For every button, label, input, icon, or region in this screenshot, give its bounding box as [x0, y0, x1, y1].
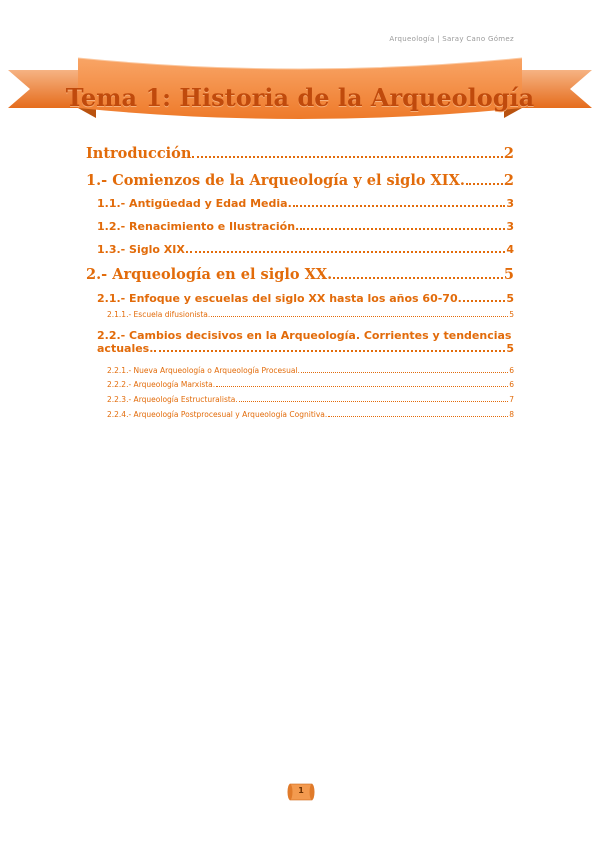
toc-page-number: 5	[503, 266, 514, 283]
toc-page-number: 5	[506, 292, 514, 305]
leader-dots	[154, 350, 505, 352]
toc-entry-section-2-2-4[interactable]	[107, 410, 514, 419]
toc-entry-section-2-2-1[interactable]	[107, 366, 514, 375]
toc-entry-text: 1.1.- Antigüedad y Edad Media.	[97, 197, 292, 210]
toc-page-number: 7	[509, 395, 514, 404]
leader-dots	[328, 416, 508, 417]
leader-dots	[466, 183, 503, 185]
leader-dots	[216, 386, 508, 387]
leader-dots	[190, 251, 505, 253]
toc-entry-introduccion[interactable]	[86, 145, 514, 162]
leader-dots	[301, 372, 508, 373]
toc-page-number: 3	[506, 197, 514, 210]
toc-page-number: 5	[509, 310, 514, 319]
toc-entry-text-line1: 2.2.- Cambios decisivos en la Arqueología. Corrientes y tendencias	[97, 329, 512, 342]
toc-page-number: 4	[506, 243, 514, 256]
toc-entry-section-1-3[interactable]	[97, 243, 514, 256]
toc-entry-text: 2.2.1.- Nueva Arqueología o Arqueología Procesual.	[107, 366, 300, 375]
toc-page-number: 2	[503, 172, 514, 189]
toc-entry-section-2-2-3[interactable]	[107, 395, 514, 404]
toc-page-number: 2	[503, 145, 514, 162]
toc-page-number: 6	[509, 380, 514, 389]
toc-entry-section-2-1-1[interactable]	[107, 310, 514, 319]
toc-entry-section-1[interactable]	[86, 172, 514, 189]
toc-entry-text: 2.1.- Enfoque y escuelas del siglo XX hasta los años 60-70.	[97, 292, 462, 305]
toc-entry-section-2-1[interactable]	[97, 292, 514, 305]
toc-page-number: 5	[506, 342, 514, 355]
toc-page-number: 8	[509, 410, 514, 419]
running-header: Arqueología | Saray Cano Gómez	[389, 35, 514, 43]
toc-page-number: 6	[509, 366, 514, 375]
toc-entry-section-1-2[interactable]	[97, 220, 514, 233]
leader-dots	[463, 300, 506, 302]
toc-entry-text: 2.- Arqueología en el siglo XX.	[86, 266, 333, 283]
leader-dots	[192, 156, 503, 158]
leader-dots	[333, 277, 503, 279]
leader-dots	[293, 205, 506, 207]
toc-entry-text: 2.2.4.- Arqueología Postprocesual y Arqueología Cognitiva.	[107, 410, 328, 419]
toc-entry-text: 1.2.- Renacimiento e Ilustración.	[97, 220, 300, 233]
toc-entry-section-2-2[interactable]	[97, 329, 514, 355]
toc-entry-text: Introducción	[86, 145, 192, 162]
toc-entry-text: 2.1.1.- Escuela difusionista.	[107, 310, 211, 319]
toc-entry-second-line	[97, 342, 514, 355]
toc-entry-text: 2.2.2.- Arqueología Marxista.	[107, 380, 216, 389]
toc-page-number: 3	[506, 220, 514, 233]
page-number: 1	[298, 786, 304, 795]
toc-entry-section-2[interactable]	[86, 266, 514, 283]
toc-entry-section-1-1[interactable]	[97, 197, 514, 210]
leader-dots	[239, 401, 508, 402]
toc-entry-text-line2: actuales.	[97, 342, 154, 355]
toc-entry-text: 1.- Comienzos de la Arqueología y el siglo XIX.	[86, 172, 465, 189]
leader-dots	[300, 228, 505, 230]
leader-dots	[211, 316, 508, 317]
document-title: Tema 1: Historia de la Arqueología	[65, 83, 535, 112]
toc-entry-text: 1.3.- Siglo XIX.	[97, 243, 190, 256]
toc-entry-text: 2.2.3.- Arqueología Estructuralista.	[107, 395, 238, 404]
toc-entry-section-2-2-2[interactable]	[107, 380, 514, 389]
